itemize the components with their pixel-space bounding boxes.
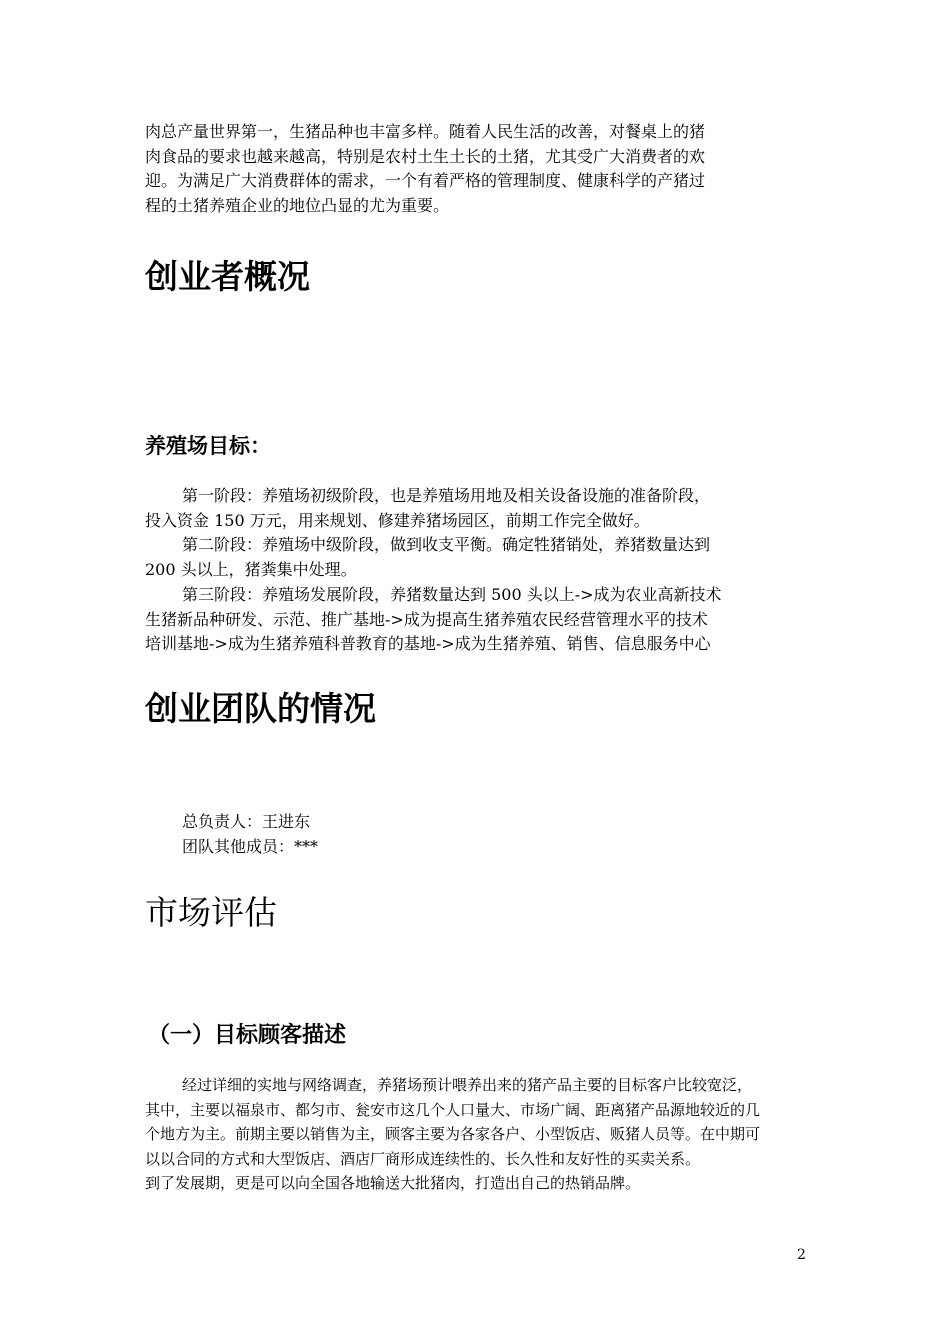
team-members: 团队其他成员：*** [182, 836, 319, 856]
intro-paragraph [145, 120, 810, 219]
intro-line: 肉食品的要求也越来越高，特别是农村土生土长的土猪，尤其受广大消费者的欢 [145, 146, 706, 166]
customer-line: 到了发展期，更是可以向全国各地输送大批猪肉，打造出自己的热销品牌。 [145, 1174, 641, 1192]
goal-line: 培训基地->成为生猪养殖科普教育的基地->成为生猪养殖、销售、信息服务中心 [145, 634, 711, 654]
team-paragraph [145, 810, 810, 859]
heading-farm-goals: 养殖场目标： [145, 434, 271, 458]
customer-line: 个地方为主。前期主要以销售为主，顾客主要为各家各户、小型饭店、贩猪人员等。在中期可 [145, 1125, 761, 1143]
page-number: 2 [797, 1247, 806, 1263]
heading-target-customers: （一）目标顾客描述 [148, 1023, 347, 1048]
target-customers-paragraph [145, 1073, 810, 1196]
team-leader: 总负责人：王进东 [182, 812, 311, 831]
intro-line: 肉总产量世界第一，生猪品种也丰富多样。随着人民生活的改善，对餐桌上的猪 [145, 122, 706, 141]
customer-line: 其中，主要以福泉市、都匀市、瓮安市这几个人口量大、市场广阔、距离猪产品源地较近的几 [145, 1100, 761, 1119]
goal-line: 投入资金 150 万元，用来规划、修建养猪场园区，前期工作完全做好。 [145, 510, 650, 530]
intro-line: 迎。为满足广大消费群体的需求，一个有着严格的管理制度、健康科学的产猪过 [145, 171, 706, 191]
customer-line: 以以合同的方式和大型饭店、酒店厂商形成连续性的、长久性和友好性的买卖关系。 [145, 1149, 701, 1168]
heading-founder-overview: 创业者概况 [145, 257, 310, 296]
goal-line: 生猪新品种研发、示范、推广基地->成为提高生猪养殖农民经营管理水平的技术 [145, 609, 708, 629]
customer-line: 经过详细的实地与网络调查，养猪场预计喂养出来的猪产品主要的目标客户比较宽泛， [182, 1076, 753, 1094]
goal-line: 200 头以上，猪粪集中处理。 [145, 560, 357, 580]
goal-line: 第一阶段：养殖场初级阶段，也是养殖场用地及相关设备设施的准备阶段， [182, 486, 711, 505]
goal-line: 第二阶段：养殖场中级阶段，做到收支平衡。确定牲猪销处，养猪数量达到 [182, 535, 711, 555]
heading-team: 创业团队的情况 [145, 689, 376, 728]
heading-market-assessment: 市场评估 [145, 893, 277, 932]
intro-line: 程的土猪养殖企业的地位凸显的尤为重要。 [145, 196, 450, 216]
farm-goals-paragraph [145, 484, 810, 657]
goal-line: 第三阶段：养殖场发展阶段，养猪数量达到 500 头以上->成为农业高新技术 [182, 584, 722, 604]
